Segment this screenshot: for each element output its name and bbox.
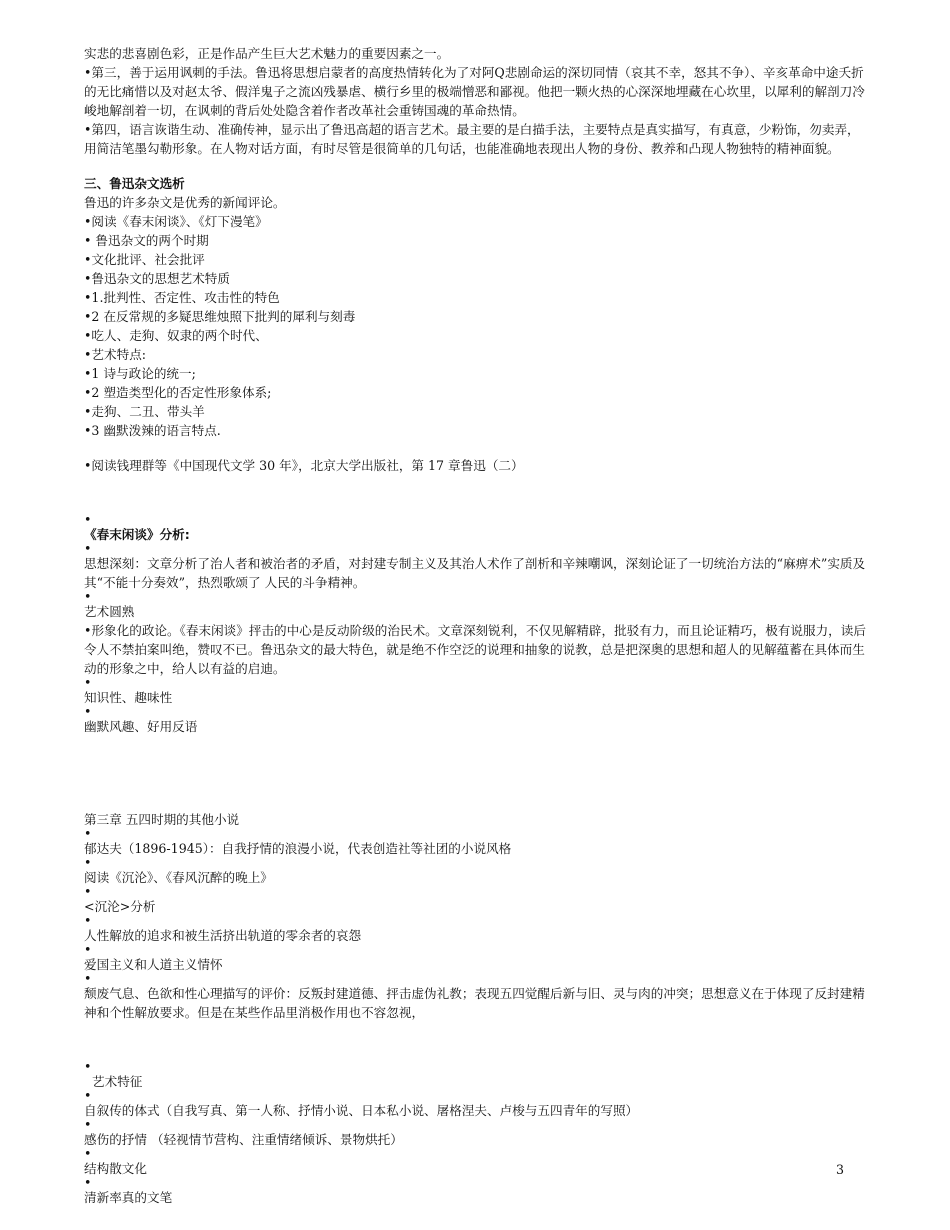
analysis-title-suffix: : [184, 527, 190, 542]
list-item: •3 幽默泼辣的语言特点. [84, 423, 221, 438]
bullet-marker: • [84, 1175, 92, 1190]
list-item: •阅读《春末闲谈》、《灯下漫笔》 [84, 214, 268, 229]
bullet-marker: • [84, 913, 92, 928]
document-page [84, 44, 868, 1207]
list-item: •1 诗与政论的统一; [84, 366, 196, 381]
chapter-item: <沉沦>分析 [84, 899, 156, 914]
intro-paragraph-satire: •第三，善于运用讽刺的手法。鲁迅将思想启蒙者的高度热情转化为了对阿Q悲剧命运的深切同情（哀其不幸，怒其不争）、辛亥革命中途夭折的无比痛惜以及对赵太爷、假洋鬼子之流凶残暴虐、横行乡里的极端憎恶和鄙视。他把一颗火热的心深深地埋藏在心坎里，以犀利的解剖刀冷峻地解剖着一切，在讽刺的背后处处隐含着作者改革社会重铸国魂的革命热情。 [84, 65, 865, 118]
analysis-item-humor: 幽默风趣、好用反语 [84, 719, 198, 734]
intro-paragraph-language: •第四，语言诙谐生动、准确传神，显示出了鲁迅高超的语言艺术。最主要的是白描手法，主要特点是真实描写，有真意，少粉饰，勿卖弄，用简洁笔墨勾勒形象。在人物对话方面，有时尽管是很简单的几句话，也能准确地表现出人物的身份、教养和凸现人物独特的精神面貌。 [84, 122, 860, 156]
bullet-marker: • [84, 704, 92, 719]
section-heading: 三、鲁迅杂文选析 [84, 176, 185, 191]
list-item: •文化批评、社会批评 [84, 252, 205, 267]
bullet-marker: • [84, 512, 92, 527]
list-item: • 鲁迅杂文的两个时期 [84, 233, 209, 248]
bullet-marker: • [84, 1059, 92, 1074]
art-title [84, 1072, 868, 1091]
art-item: 感伤的抒情 （轻视情节营构、注重情绪倾诉、景物烘托） [84, 1132, 403, 1147]
list-item: •走狗、二丑、带头羊 [84, 404, 205, 419]
list-item: •吃人、走狗、奴隶的两个时代、 [84, 328, 268, 343]
art-item: 自叙传的体式（自我写真、第一人称、抒情小说、日本私小说、屠格涅夫、卢梭与五四青年的写照） [84, 1103, 639, 1118]
chapter-item: 人性解放的追求和被生活挤出轨道的零余者的哀怨 [84, 928, 362, 943]
bullet-marker: • [84, 971, 92, 986]
list-item: •2 在反常规的多疑思维烛照下批判的犀利与刻毒 [84, 309, 356, 324]
analysis-item-thought: 思想深刻：文章分析了治人者和被治者的矛盾，对封建专制主义及其治人术作了剖析和辛辣嘲讽，深刻论证了一切统治方法的“麻痹术”实质及其“不能十分奏效”，热烈歌颂了 人民的斗争精神。 [84, 556, 866, 590]
chapter-heading: 第三章 五四时期的其他小说 [84, 812, 240, 827]
bullet-marker: • [84, 541, 92, 556]
bullet-marker: • [84, 826, 92, 841]
bullet-marker: • [84, 1088, 92, 1103]
analysis-title [84, 525, 868, 544]
art-item: 清新率真的文笔 [84, 1190, 173, 1205]
list-item: 鲁迅的许多杂文是优秀的新闻评论。 [84, 195, 286, 210]
analysis-item-imagery [84, 621, 868, 678]
chapter-item: 阅读《沉沦》、《春风沉醉的晚上》 [84, 870, 273, 885]
chapter-item: 郁达夫（1896-1945）：自我抒情的浪漫小说，代表创造社等社团的小说风格 [84, 841, 512, 856]
bullet-marker: • [84, 855, 92, 870]
chapter-item: 颓废气息、色欲和性心理描写的评价：反叛封建道德、抨击虚伪礼教；表现五四觉醒后新与旧、灵与肉的冲突；思想意义在于体现了反封建精神和个性解放要求。但是在某些作品里消极作用也不容忽视， [84, 986, 865, 1020]
bullet-marker: • [84, 623, 92, 638]
bullet-marker: • [84, 942, 92, 957]
analysis-item-art: 艺术圆熟 [84, 604, 135, 619]
analysis-item-knowledge: 知识性、趣味性 [84, 690, 173, 705]
analysis-item-imagery-text: 形象化的政论。《春末闲谈》抨击的中心是反动阶级的治民术。文章深刻锐利，不仅见解精辟，批驳有力，而且论证精巧，极有说服力，读后令人不禁拍案叫绝，赞叹不已。鲁迅杂文的最大特色，就是绝不作空泛的说理和抽象的说教，总是把深奥的思想和超人的见解蕴蓄在具体而生动的形象之中，给人以有益的启迪。 [84, 623, 866, 676]
list-item: •2 塑造类型化的否定性形象体系; [84, 385, 272, 400]
bullet-marker: • [84, 1146, 92, 1161]
bullet-marker: • [84, 884, 92, 899]
list-item: •艺术特点: [84, 347, 147, 362]
list-item: •1.批判性、否定性、攻击性的特色 [84, 290, 280, 305]
reading-reference: •阅读钱理群等《中国现代文学 30 年》，北京大学出版社，第 17 章鲁迅（二） [84, 458, 524, 473]
page-number: 3 [835, 1162, 844, 1177]
analysis-title-text: 《春末闲谈》分析 [84, 527, 185, 542]
intro-line: 实悲的悲喜剧色彩，正是作品产生巨大艺术魅力的重要因素之一。 [84, 46, 450, 61]
art-title-text: 艺术特征 [92, 1074, 143, 1089]
chapter-item: 爱国主义和人道主义情怀 [84, 957, 223, 972]
bullet-marker: • [84, 1117, 92, 1132]
list-item: •鲁迅杂文的思想艺术特质 [84, 271, 230, 286]
art-item: 结构散文化 [84, 1161, 147, 1176]
bullet-marker: • [84, 589, 92, 604]
bullet-marker: • [84, 675, 92, 690]
